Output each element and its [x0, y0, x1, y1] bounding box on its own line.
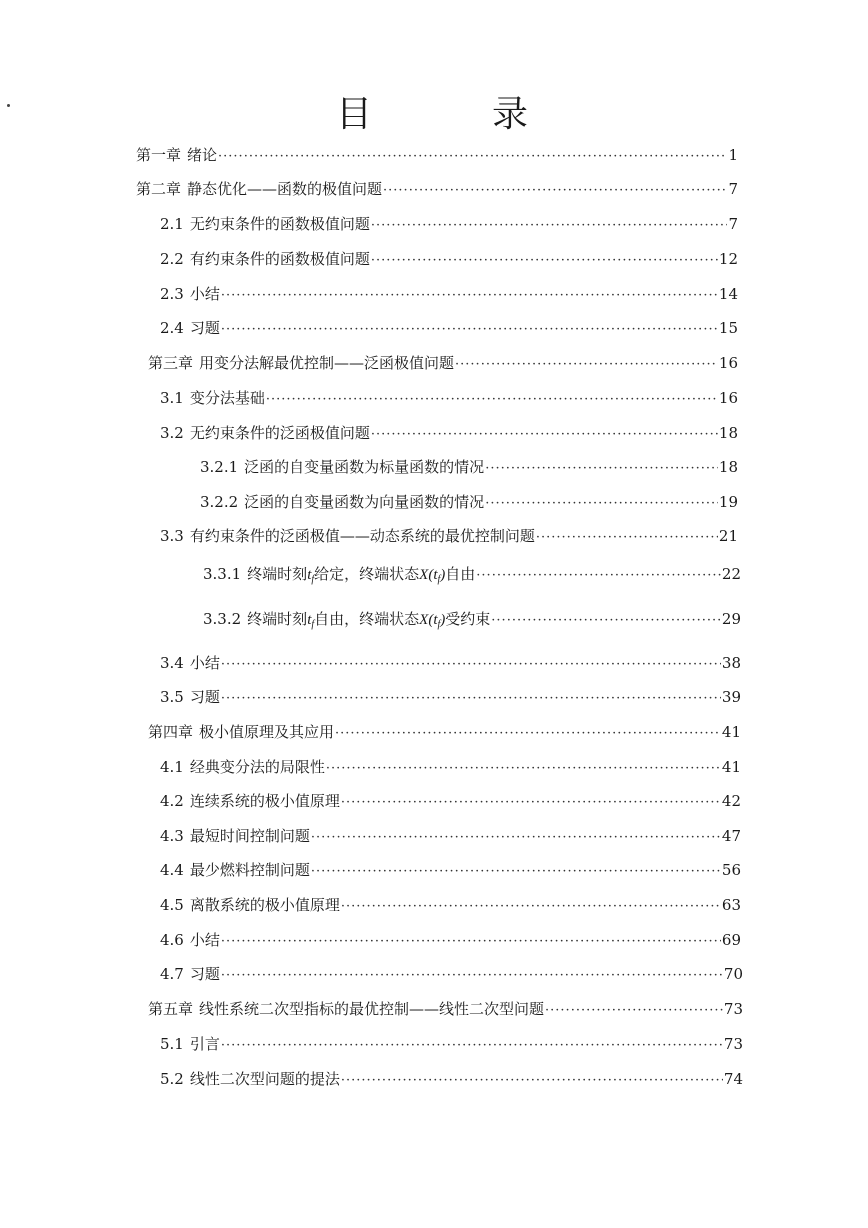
leader-dots [545, 1000, 723, 1022]
toc-text: 经典变分法的局限性 [189, 758, 325, 776]
toc-page: 21 [718, 527, 738, 545]
toc-entry-4-5[interactable] [160, 894, 741, 916]
toc-text: 自由 [445, 565, 476, 583]
toc-page: 42 [721, 792, 741, 810]
leader-dots [221, 654, 721, 676]
toc-text: 最短时间控制问题 [189, 827, 310, 845]
toc-number: 2.4 [160, 319, 184, 337]
toc-page: 15 [718, 319, 738, 337]
toc-text: 连续系统的极小值原理 [189, 792, 340, 810]
toc-page: 7 [728, 180, 738, 198]
toc-entry-ch1[interactable] [136, 144, 738, 166]
toc-entry-4-7[interactable] [160, 963, 743, 985]
math-x-symbol: $X(t_f)$ [419, 567, 446, 585]
toc-text: 引言 [189, 1035, 220, 1053]
toc-number: 4.3 [160, 827, 184, 845]
toc-number: 4.4 [160, 861, 184, 879]
toc-page: 38 [721, 654, 741, 672]
toc-text: 给定，终端状态 [314, 565, 420, 583]
leader-dots [491, 610, 721, 632]
toc-page: 41 [721, 723, 741, 741]
toc-number: 3.3.1 [203, 565, 242, 583]
toc-number: 3.4 [160, 654, 184, 672]
toc-text: 无约束条件的泛函极值问题 [189, 424, 370, 442]
leader-dots [341, 792, 721, 814]
toc-number: 3.2 [160, 424, 184, 442]
toc-text: 变分法基础 [189, 389, 265, 407]
title-char-1: 目 [336, 94, 373, 135]
toc-entry-3-4[interactable] [160, 652, 741, 674]
toc-page: 74 [723, 1070, 743, 1088]
toc-page: 41 [721, 758, 741, 776]
leader-dots [341, 1070, 723, 1092]
toc-page: 69 [721, 931, 741, 949]
toc-entry-ch3[interactable] [148, 352, 738, 374]
toc-entry-3-3-1[interactable] [203, 563, 741, 585]
leader-dots [221, 319, 718, 341]
toc-page: 73 [723, 1035, 743, 1053]
toc-entry-5-1[interactable] [160, 1033, 743, 1055]
toc-page: 39 [721, 688, 741, 706]
toc-page: 16 [718, 354, 738, 372]
leader-dots [371, 250, 718, 272]
leader-dots [326, 758, 721, 780]
title-char-2: 录 [492, 94, 529, 135]
toc-entry-3-2[interactable] [160, 422, 738, 444]
toc-text: 有约束条件的函数极值问题 [189, 250, 370, 268]
toc-number: 2.1 [160, 215, 184, 233]
toc-entry-3-2-2[interactable] [200, 491, 738, 513]
toc-entry-2-4[interactable] [160, 317, 738, 339]
toc-page: 22 [721, 565, 741, 583]
toc-text: 最少燃料控制问题 [189, 861, 310, 879]
leader-dots [266, 389, 718, 411]
leader-dots [221, 285, 718, 307]
math-x-symbol: $X(t_f)$ [419, 612, 446, 630]
toc-text: 绪论 [187, 146, 218, 164]
toc-number: 3.3 [160, 527, 184, 545]
toc-number: 4.2 [160, 792, 184, 810]
leader-dots [221, 1035, 723, 1057]
toc-number: 4.5 [160, 896, 184, 914]
toc-page: 63 [721, 896, 741, 914]
toc-text: 泛函的自变量函数为标量函数的情况 [244, 458, 485, 476]
toc-entry-4-3[interactable] [160, 825, 741, 847]
leader-dots [341, 896, 721, 918]
toc-entry-2-1[interactable] [160, 213, 738, 235]
leader-dots [485, 458, 718, 480]
toc-entry-ch5[interactable] [148, 998, 743, 1020]
leader-dots [371, 424, 718, 446]
toc-text: 线性二次型问题的提法 [189, 1070, 340, 1088]
toc-text: 自由，终端状态 [314, 610, 420, 628]
leader-dots [221, 965, 723, 987]
toc-entry-ch2[interactable] [136, 178, 738, 200]
toc-entry-2-3[interactable] [160, 283, 738, 305]
toc-text: 小结 [189, 654, 220, 672]
toc-text: 极小值原理及其应用 [199, 723, 335, 741]
toc-page: 56 [721, 861, 741, 879]
toc-number: 2.2 [160, 250, 184, 268]
toc-page: 47 [721, 827, 741, 845]
leader-dots [221, 931, 721, 953]
toc-number: 4.7 [160, 965, 184, 983]
toc-text: 静态优化——函数的极值问题 [187, 180, 383, 198]
toc-page: 1 [728, 146, 738, 164]
toc-number: 3.2.2 [200, 493, 239, 511]
toc-number: 4.6 [160, 931, 184, 949]
toc-number: 第三章 [148, 354, 194, 372]
toc-number: 3.5 [160, 688, 184, 706]
page-title [0, 90, 868, 140]
toc-entry-4-6[interactable] [160, 929, 741, 951]
toc-text: 线性系统二次型指标的最优控制——线性二次型问题 [199, 1000, 545, 1018]
toc-text: 小结 [189, 931, 220, 949]
toc-text: 用变分法解最优控制——泛函极值问题 [199, 354, 455, 372]
toc-number: 第一章 [136, 146, 182, 164]
toc-number: 第二章 [136, 180, 182, 198]
math-t-symbol: $t_f$ [307, 612, 315, 630]
toc-number: 3.3.2 [203, 610, 242, 628]
toc-text: 习题 [189, 965, 220, 983]
toc-number: 5.1 [160, 1035, 184, 1053]
toc-text: 小结 [189, 285, 220, 303]
toc-page: 14 [718, 285, 738, 303]
toc-entry-3-2-1[interactable] [200, 456, 738, 478]
toc-page: 7 [728, 215, 738, 233]
toc-entry-2-2[interactable] [160, 248, 738, 270]
toc-page: 18 [718, 424, 738, 442]
toc-text: 离散系统的极小值原理 [189, 896, 340, 914]
toc-page: 12 [718, 250, 738, 268]
toc-number: 3.1 [160, 389, 184, 407]
toc-entry-3-5[interactable] [160, 686, 741, 708]
toc-text: 终端时刻 [247, 565, 308, 583]
leader-dots [476, 565, 721, 587]
toc-text: 受约束 [445, 610, 491, 628]
toc-entry-4-4[interactable] [160, 859, 741, 881]
leader-dots [455, 354, 718, 376]
toc-page: 29 [721, 610, 741, 628]
toc-number: 2.3 [160, 285, 184, 303]
toc-number: 3.2.1 [200, 458, 239, 476]
toc-entry-4-1[interactable] [160, 756, 741, 778]
leader-dots [218, 146, 727, 168]
toc-number: 4.1 [160, 758, 184, 776]
toc-text: 终端时刻 [247, 610, 308, 628]
leader-dots [485, 493, 718, 515]
leader-dots [311, 827, 721, 849]
toc-text: 泛函的自变量函数为向量函数的情况 [244, 493, 485, 511]
toc-page: 73 [723, 1000, 743, 1018]
leader-dots [335, 723, 721, 745]
toc-entry-3-3[interactable] [160, 525, 738, 547]
toc-text: 习题 [189, 688, 220, 706]
leader-dots [371, 215, 728, 237]
leader-dots [383, 180, 727, 202]
toc-page: 70 [723, 965, 743, 983]
toc-entry-3-3-2[interactable] [203, 608, 741, 630]
toc-entry-3-1[interactable] [160, 387, 738, 409]
toc-text: 无约束条件的函数极值问题 [189, 215, 370, 233]
toc-page: 18 [718, 458, 738, 476]
toc-number: 第四章 [148, 723, 194, 741]
toc-entry-5-2[interactable] [160, 1068, 743, 1090]
toc-text: 有约束条件的泛函极值——动态系统的最优控制问题 [189, 527, 535, 545]
toc-text: 习题 [189, 319, 220, 337]
toc-page: 19 [718, 493, 738, 511]
math-t-symbol: $t_f$ [307, 567, 315, 585]
toc-entry-4-2[interactable] [160, 790, 741, 812]
toc-entry-ch4[interactable] [148, 721, 741, 743]
leader-dots [536, 527, 718, 549]
leader-dots [221, 688, 721, 710]
toc-number: 5.2 [160, 1070, 184, 1088]
toc-page: 16 [718, 389, 738, 407]
leader-dots [311, 861, 721, 883]
toc-number: 第五章 [148, 1000, 194, 1018]
